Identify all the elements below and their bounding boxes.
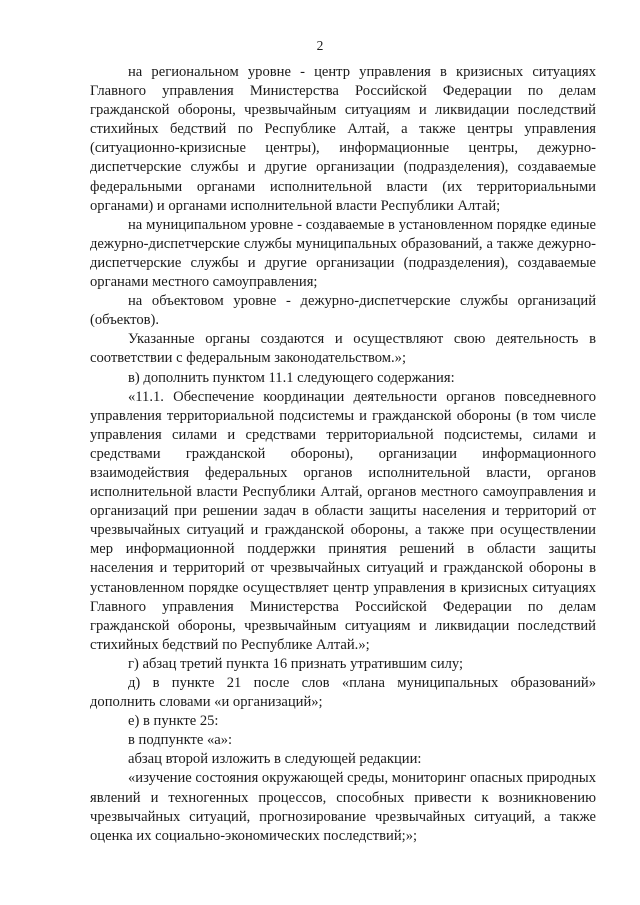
paragraph-bodies-created: Указанные органы создаются и осуществляют свою деятельность в соответствии с федеральным законодательством.»; [90,331,596,367]
paragraph-new-wording: «изучение состояния окружающей среды, мониторинг опасных природных явлений и техногенных процессов, способных привести к возникновению чрезвычайных ситуаций, прогнозирование чрезвычайных ситуаций, а также оценка их социально-экономических последствий;»; [90,770,596,844]
paragraph-amendment-v: в) дополнить пунктом 11.1 следующего содержания: [128,369,455,386]
paragraph-regional-level: на региональном уровне - центр управления в кризисных ситуациях Главного управления Министерства Российской Федерации по делам гражданской обороны, чрезвычайным ситуациям и ликвидации последствий стихийных бедствий по Республике Алтай, а также центры управления (ситуационно-кризисные центры), информационные центры, дежурно-диспетчерские службы и другие организации (подразделения), создаваемые федеральными органами исполнительной власти (их территориальными органами) и органами исполнительной власти Республики Алтай; [90,64,596,214]
paragraph-second-abzac: абзац второй изложить в следующей редакции: [128,751,422,768]
paragraph-clause-11-1: «11.1. Обеспечение координации деятельности органов повседневного управления территориальной подсистемы и гражданской обороны (в том числе управления силами и средствами территориальной подсистемы, силами и средствами гражданской обороны), организации информационного взаимодействия федеральных органов исполнительной власти, органов исполнительной власти Республики Алтай, органов местного самоуправления и организаций при решении задач в области защиты населения и территорий от чрезвычайных ситуаций и гражданской обороны, а также при осуществлении мер информационной поддержки принятия решений в области защиты населения и территорий от чрезвычайных ситуаций и гражданской обороны в установленном порядке осуществляет центр управления в кризисных ситуациях Главного управления Министерства Российской Федерации по делам гражданской обороны, чрезвычайным ситуациям и ликвидации последствий стихийных бедствий по Республике Алтай.»; [90,388,596,653]
paragraph-amendment-g: г) абзац третий пункта 16 признать утратившим силу; [128,655,464,672]
paragraph-amendment-d: д) в пункте 21 после слов «плана муниципальных образований» дополнить словами «и организаций»; [90,675,596,711]
document-body [90,63,596,846]
paragraph-object-level: на объектовом уровне - дежурно-диспетчерские службы организаций (объектов). [90,293,596,329]
paragraph-subclause-a: в подпункте «а»: [128,732,233,749]
paragraph-municipal-level: на муниципальном уровне - создаваемые в установленном порядке единые дежурно-диспетчерские службы муниципальных образований, а также дежурно-диспетчерские службы и другие организации (подразделения), создаваемые органами местного самоуправления; [90,216,596,291]
page-number: 2 [316,38,324,53]
paragraph-amendment-e: е) в пункте 25: [128,713,219,730]
